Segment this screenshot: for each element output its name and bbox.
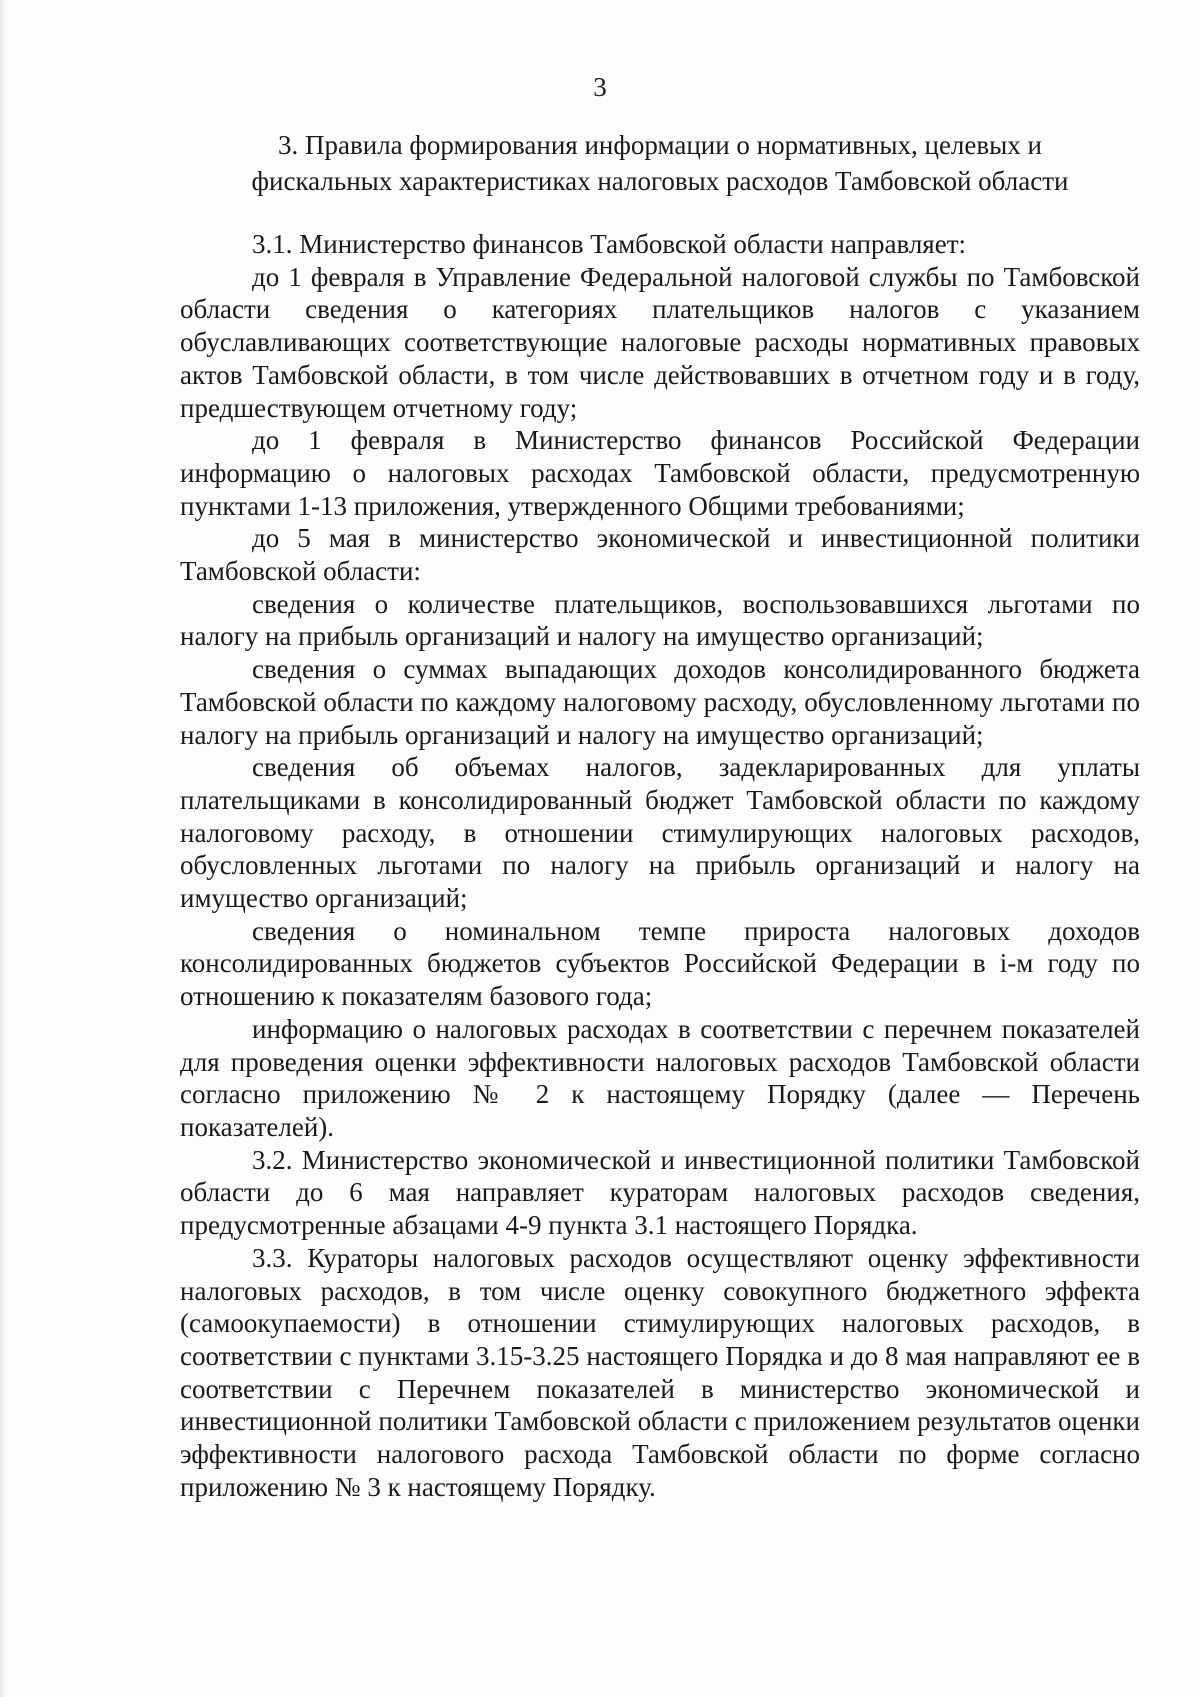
page-number: 3 [593,72,607,102]
paragraph-declared-taxes: сведения об объемах налогов, задекларированных для уплаты плательщиками в консолидированный бюджет Тамбовской области по каждому налоговому расходу, в отношении стимулирующих налоговых расходов, обусловленных льготами по налогу на прибыль организаций и налогу на имущество организаций; [180,752,1140,914]
section-heading [180,127,1140,199]
paragraph-3-3: 3.3. Кураторы налоговых расходов осуществляют оценку эффективности налоговых расходов, в том числе оценку совокупного бюджетного эффекта (самоокупаемости) в отношении стимулирующих налоговых расходов, в соответствии с пунктами 3.15-3.25 настоящего Порядка и до 8 мая направляют ее в соответствии с Перечнем показателей в министерство экономической и инвестиционной политики Тамбовской области с приложением результатов оценки эффективности налогового расхода Тамбовской области по форме согласно приложению № 3 к настоящему Порядку. [180,1242,1140,1502]
paragraph-3-1-intro: 3.1. Министерство финансов Тамбовской области направляет: [252,229,967,259]
document-body [180,228,1140,1503]
paragraph-may-5: до 5 мая в министерство экономической и инвестиционной политики Тамбовской области: [180,523,1140,587]
paragraph-fns-feb-1: до 1 февраля в Управление Федеральной налоговой службы по Тамбовской области сведения о категориях плательщиков налогов с указанием обуславливающих соответствующие налоговые расходы нормативных правовых актов Тамбовской области, в том числе действовавших в отчетном году и в году, предшествующем отчетному году; [180,261,1140,423]
section-heading-line-2: фискальных характеристиках налоговых расходов Тамбовской области [251,166,1069,196]
paragraph-payers-count: сведения о количестве плательщиков, воспользовавшихся льготами по налогу на прибыль организаций и налогу на имущество организаций; [180,588,1140,652]
paragraph-lost-revenue: сведения о суммах выпадающих доходов консолидированного бюджета Тамбовской области по каждому налоговому расходу, обусловленному льготами по налогу на прибыль организаций и налогу на имущество организаций; [180,654,1140,750]
paragraph-minfin-feb-1: до 1 февраля в Министерство финансов Российской Федерации информацию о налоговых расходах Тамбовской области, предусмотренную пунктами 1-13 приложения, утвержденного Общими требованиями; [180,425,1140,521]
paragraph-3-2: 3.2. Министерство экономической и инвестиционной политики Тамбовской области до 6 мая направляет кураторам налоговых расходов сведения, предусмотренные абзацами 4-9 пункта 3.1 настоящего Порядка. [180,1144,1140,1241]
paragraph-indicators-list: информацию о налоговых расходах в соответствии с перечнем показателей для проведения оценки эффективности налоговых расходов Тамбовской области согласно приложению № 2 к настоящему Порядку (далее — Перечень показателей). [180,1013,1140,1142]
paragraph-growth-rate: сведения о номинальном темпе прироста налоговых доходов консолидированных бюджетов субъектов Российской Федерации в i-м году по отношению к показателям базового года; [180,915,1140,1012]
scan-edge [0,0,6,1697]
section-heading-line-1: 3. Правила формирования информации о нормативных, целевых и [278,130,1042,160]
